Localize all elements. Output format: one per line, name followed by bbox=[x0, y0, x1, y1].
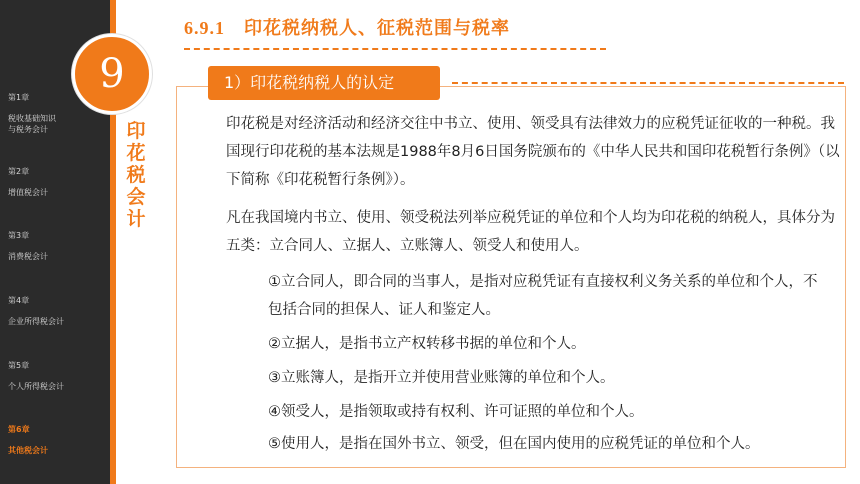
chapter-title: 增值税会计 bbox=[8, 188, 48, 197]
sidebar-item-chapter-6[interactable] bbox=[8, 424, 48, 456]
chapter-number: 第2章 bbox=[8, 167, 30, 176]
section-heading: 1）印花税纳税人的认定 bbox=[208, 66, 440, 100]
intro-paragraph: 印花税是对经济活动和经济交往中书立、使用、领受具有法律效力的应税凭证征收的一种税。我国现行印花税的基本法规是1988年8月6日国务院颁布的《中华人民共和国印花税暂行条例》（以下简称《印花税暂行条例》）。 bbox=[226, 116, 840, 188]
list-item: ①立合同人，即合同的当事人，是指对应税凭证有直接权利义务关系的单位和个人，不包括合同的担保人、证人和鉴定人。 bbox=[268, 274, 818, 318]
chapter-number: 第4章 bbox=[8, 296, 30, 305]
chapter-title: 消费税会计 bbox=[8, 252, 48, 261]
vertical-chapter-title: 印花税会计 bbox=[126, 120, 146, 230]
section-divider bbox=[452, 82, 844, 84]
section-number: 9 bbox=[99, 51, 125, 97]
list-item: ③立账簿人，是指开立并使用营业账簿的单位和个人。 bbox=[268, 370, 615, 386]
chapter-title: 企业所得税会计 bbox=[8, 317, 64, 326]
sidebar-item-chapter-3[interactable] bbox=[8, 230, 48, 262]
list-item: ④领受人，是指领取或持有权利、许可证照的单位和个人。 bbox=[268, 404, 644, 420]
page-title: 6.9.1 印花税纳税人、征税范围与税率 bbox=[184, 18, 510, 38]
sidebar-item-chapter-4[interactable] bbox=[8, 295, 64, 327]
chapter-title: 其他税会计 bbox=[8, 446, 48, 455]
chapter-title: 个人所得税会计 bbox=[8, 382, 64, 391]
chapter-number: 第6章 bbox=[8, 425, 30, 434]
sidebar-item-chapter-5[interactable] bbox=[8, 360, 64, 392]
chapter-number: 第3章 bbox=[8, 231, 30, 240]
list-item: ②立据人，是指书立产权转移书据的单位和个人。 bbox=[268, 336, 586, 352]
chapter-number: 第5章 bbox=[8, 361, 30, 370]
sidebar-item-chapter-2[interactable] bbox=[8, 166, 48, 198]
sidebar-item-chapter-1[interactable] bbox=[8, 92, 56, 135]
list-item: ⑤使用人，是指在国外书立、领受，但在国内使用的应税凭证的单位和个人。 bbox=[268, 436, 760, 452]
section-number-badge bbox=[72, 34, 152, 114]
chapter-title: 税收基础知识 与税务会计 bbox=[8, 114, 56, 134]
title-divider bbox=[184, 48, 606, 50]
chapter-number: 第1章 bbox=[8, 93, 30, 102]
taxpayer-paragraph: 凡在我国境内书立、使用、领受税法列举应税凭证的单位和个人均为印花税的纳税人，具体分为五类：立合同人、立据人、立账簿人、领受人和使用人。 bbox=[226, 210, 835, 254]
